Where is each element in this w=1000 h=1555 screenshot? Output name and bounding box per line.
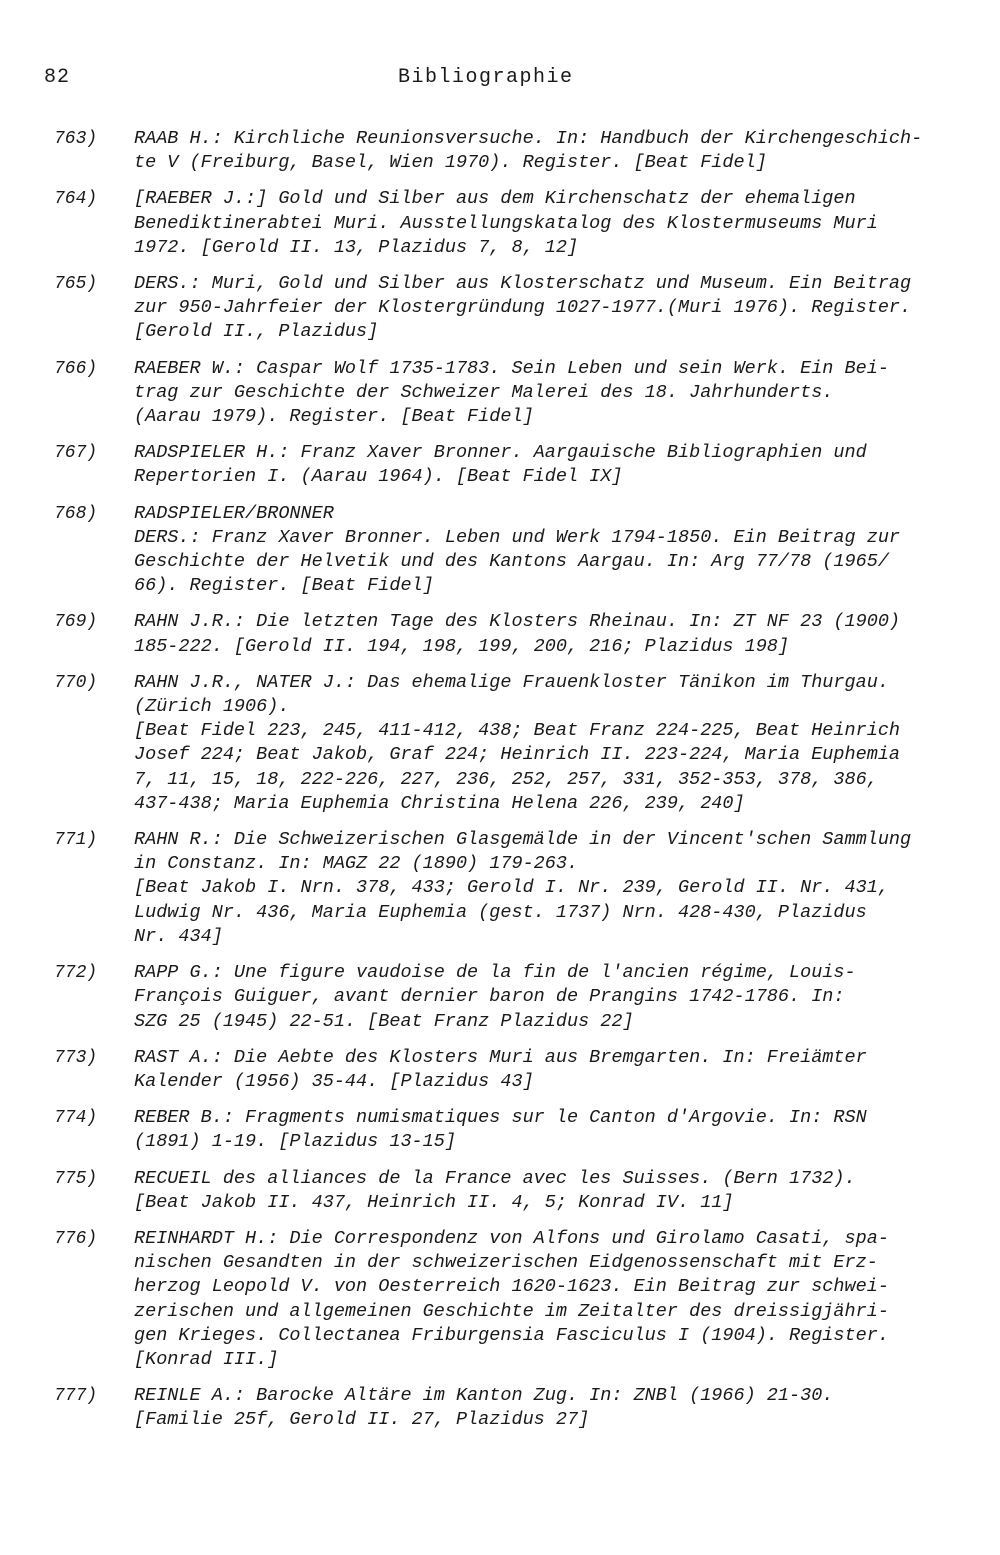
entry-line: SZG 25 (1945) 22-51. [Beat Franz Plazidus 22] — [134, 1010, 634, 1032]
entry-text — [134, 1227, 954, 1372]
entry-line: REBER B.: Fragments numismatiques sur le Canton d'Argovie. In: RSN — [134, 1107, 867, 1129]
entry-line: te V (Freiburg, Basel, Wien 1970). Register. [Beat Fidel] — [134, 152, 767, 174]
page-number: 82 — [44, 66, 71, 89]
entry-line: REINHARDT H.: Die Correspondenz von Alfons und Girolamo Casati, spa- — [134, 1227, 889, 1249]
bibliography-entry — [0, 441, 1000, 489]
entry-text — [134, 671, 954, 816]
entry-line: (Zürich 1906). — [134, 696, 290, 718]
entry-number: 764) — [54, 189, 98, 210]
entry-text — [134, 828, 954, 949]
entry-text — [134, 441, 954, 489]
entry-line: [Beat Jakob I. Nrn. 378, 433; Gerold I. Nr. 239, Gerold II. Nr. 431, — [134, 877, 889, 899]
bibliography-entry — [0, 357, 1000, 430]
entry-line: in Constanz. In: MAGZ 22 (1890) 179-263. — [134, 853, 579, 875]
bibliography-entry — [0, 1106, 1000, 1154]
entry-line: François Guiguer, avant dernier baron de Prangins 1742-1786. In: — [134, 986, 845, 1008]
entry-line: (1891) 1-19. [Plazidus 13-15] — [134, 1131, 456, 1153]
bibliography-entry — [0, 187, 1000, 260]
entry-number: 766) — [54, 358, 98, 379]
entry-line: zerischen und allgemeinen Geschichte im Zeitalter des dreissigjähri- — [134, 1300, 889, 1322]
entry-line: RAEBER W.: Caspar Wolf 1735-1783. Sein Leben und sein Werk. Ein Bei- — [134, 357, 889, 379]
running-head: Bibliographie — [398, 66, 574, 89]
entry-text — [134, 1106, 954, 1154]
entry-line: (Aarau 1979). Register. [Beat Fidel] — [134, 406, 534, 428]
bibliography-entry — [0, 127, 1000, 175]
entry-number: 770) — [54, 672, 98, 693]
entry-number: 774) — [54, 1108, 98, 1129]
entry-line: RECUEIL des alliances de la France avec les Suisses. (Bern 1732). — [134, 1167, 856, 1189]
entry-line: [Beat Fidel 223, 245, 411-412, 438; Beat Franz 224-225, Beat Heinrich — [134, 720, 901, 742]
entry-line: RAHN J.R., NATER J.: Das ehemalige Frauenkloster Tänikon im Thurgau. — [134, 671, 889, 693]
entry-line: 66). Register. [Beat Fidel] — [134, 575, 434, 597]
entry-number: 763) — [54, 129, 98, 149]
entry-line: RADSPIELER/BRONNER — [134, 502, 334, 524]
bibliography-entry — [0, 1384, 1000, 1432]
entry-line: [Gerold II., Plazidus] — [134, 321, 379, 343]
entry-line: RAHN R.: Die Schweizerischen Glasgemälde in der Vincent'schen Sammlung — [134, 829, 912, 851]
bibliography-entry — [0, 828, 1000, 949]
entry-text — [134, 1046, 954, 1094]
entry-line: Josef 224; Beat Jakob, Graf 224; Heinrich II. 223-224, Maria Euphemia — [134, 744, 901, 766]
entry-text — [134, 610, 954, 658]
entry-line: [Konrad III.] — [134, 1348, 279, 1370]
entry-text — [134, 187, 954, 260]
entry-text — [134, 1384, 954, 1432]
bibliography-entry — [0, 610, 1000, 658]
entry-line: Ludwig Nr. 436, Maria Euphemia (gest. 1737) Nrn. 428-430, Plazidus — [134, 901, 867, 923]
entry-line: RAPP G.: Une figure vaudoise de la fin de l'ancien régime, Louis- — [134, 962, 856, 984]
bibliography-entry — [0, 671, 1000, 816]
entry-line: DERS.: Franz Xaver Bronner. Leben und Werk 1794-1850. Ein Beitrag zur — [134, 526, 901, 548]
entry-line: 437-438; Maria Euphemia Christina Helena 226, 239, 240] — [134, 792, 745, 814]
entry-number: 768) — [54, 503, 98, 524]
entry-line: [Familie 25f, Gerold II. 27, Plazidus 27] — [134, 1409, 590, 1431]
entry-line: RAHN J.R.: Die letzten Tage des Klosters Rheinau. In: ZT NF 23 (1900) — [134, 611, 901, 633]
entry-number: 773) — [54, 1047, 98, 1068]
entry-line: [Beat Jakob II. 437, Heinrich II. 4, 5; Konrad IV. 11] — [134, 1191, 734, 1213]
entry-text — [134, 127, 954, 175]
entry-number: 771) — [54, 830, 98, 851]
entry-line: zur 950-Jahrfeier der Klostergründung 1027-1977.(Muri 1976). Register. — [134, 297, 912, 319]
entry-line: 1972. [Gerold II. 13, Plazidus 7, 8, 12] — [134, 236, 579, 258]
entry-line: 7, 11, 15, 18, 222-226, 227, 236, 252, 257, 331, 352-353, 378, 386, — [134, 768, 878, 790]
bibliography-entry — [0, 272, 1000, 345]
bibliography-entry — [0, 961, 1000, 1034]
entry-line: DERS.: Muri, Gold und Silber aus Klosterschatz und Museum. Ein Beitrag — [134, 273, 912, 295]
entry-line: herzog Leopold V. von Oesterreich 1620-1623. Ein Beitrag zur schwei- — [134, 1276, 889, 1298]
entry-number: 769) — [54, 612, 98, 633]
entry-text — [134, 961, 954, 1034]
entry-line: nischen Gesandten in der schweizerischen Eidgenossenschaft mit Erz- — [134, 1252, 878, 1274]
entry-text — [134, 1167, 954, 1215]
bibliography-entry — [0, 1167, 1000, 1215]
entry-text — [134, 272, 954, 345]
entry-line: RADSPIELER H.: Franz Xaver Bronner. Aargauische Bibliographien und — [134, 442, 867, 464]
entry-line: gen Krieges. Collectanea Friburgensia Fasciculus I (1904). Register. — [134, 1324, 889, 1346]
bibliography-entry — [0, 1227, 1000, 1372]
entry-line: [RAEBER J.:] Gold und Silber aus dem Kirchenschatz der ehemaligen — [134, 188, 856, 210]
entry-text — [134, 357, 954, 430]
entry-number: 777) — [54, 1386, 98, 1407]
entry-number: 776) — [54, 1228, 98, 1249]
entry-number: 765) — [54, 274, 98, 295]
entry-line: REINLE A.: Barocke Altäre im Kanton Zug. In: ZNBl (1966) 21-30. — [134, 1385, 834, 1407]
entry-text — [134, 502, 954, 599]
entry-line: Nr. 434] — [134, 925, 223, 947]
bibliography-entry — [0, 1046, 1000, 1094]
entry-line: Geschichte der Helvetik und des Kantons Aargau. In: Arg 77/78 (1965/ — [134, 551, 889, 573]
entry-line: Benediktinerabtei Muri. Ausstellungskatalog des Klostermuseums Muri — [134, 212, 878, 234]
entry-number: 775) — [54, 1168, 98, 1189]
entry-line: Kalender (1956) 35-44. [Plazidus 43] — [134, 1070, 534, 1092]
bibliography-entry — [0, 502, 1000, 599]
bibliography-entries — [0, 127, 1000, 1445]
entry-line: Repertorien I. (Aarau 1964). [Beat Fidel IX] — [134, 466, 623, 488]
entry-number: 767) — [54, 443, 98, 464]
entry-line: 185-222. [Gerold II. 194, 198, 199, 200, 216; Plazidus 198] — [134, 635, 790, 657]
entry-line: RAST A.: Die Aebte des Klosters Muri aus Bremgarten. In: Freiämter — [134, 1046, 867, 1068]
entry-line: RAAB H.: Kirchliche Reunionsversuche. In: Handbuch der Kirchengeschich- — [134, 128, 923, 149]
entry-line: trag zur Geschichte der Schweizer Malerei des 18. Jahrhunderts. — [134, 381, 834, 403]
entry-number: 772) — [54, 963, 98, 984]
